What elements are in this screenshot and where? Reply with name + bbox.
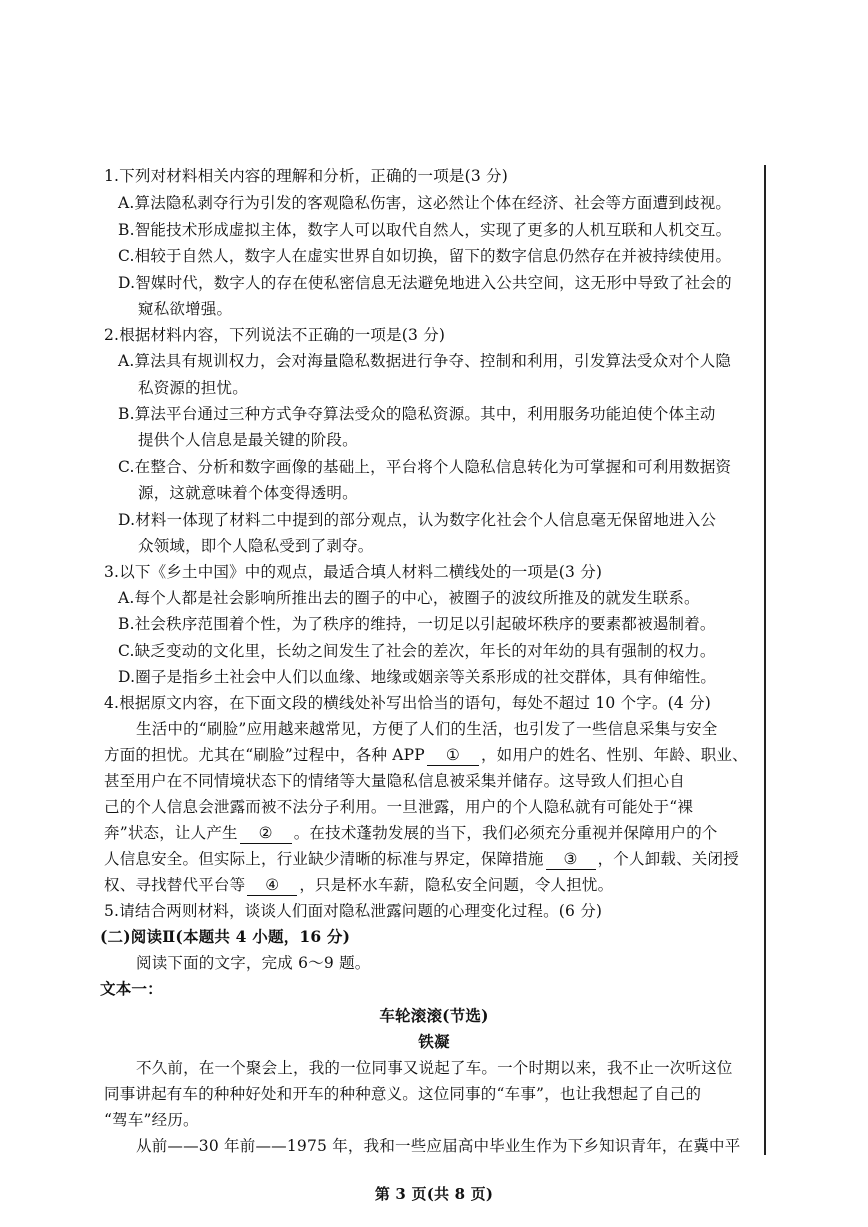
- question-1-option-c: C.相较于自然人，数字人在虚实世界自如切换，留下的数字信息仍然存在并被持续使用。: [118, 247, 732, 265]
- article-title: 车轮滚滚(节选): [379, 1006, 489, 1025]
- passage-text: ，只是杯水车薪，隐私安全问题，令人担忧。: [299, 876, 614, 894]
- question-3-stem: 3.以下《乡土中国》中的观点，最适合填人材料二横线处的一项是(3 分): [104, 563, 603, 581]
- question-2-option-a-cont: 私资源的担忧。: [138, 379, 248, 397]
- question-4-stem: 4.根据原文内容，在下面文段的横线处补写出恰当的语句，每处不超过 10 个字。(4 分): [104, 694, 712, 712]
- question-5-stem: 5.请结合两则材料，谈谈人们面对隐私泄露问题的心理变化过程。(6 分): [104, 902, 603, 920]
- question-2-option-c: C.在整合、分析和数字画像的基础上，平台将个人隐私信息转化为可掌握和可利用数据资: [118, 458, 732, 476]
- fill-blank-2[interactable]: ②: [240, 823, 292, 844]
- article-paragraph-1-line-2: 同事讲起有车的种种好处和开车的种种意义。这位同事的“车事”，也让我想起了自己的: [104, 1085, 702, 1103]
- passage-text: 方面的担忧。尤其在“刷脸”过程中，各种 APP: [104, 746, 425, 764]
- question-2-option-d-cont: 众领域，即个人隐私受到了剥夺。: [138, 537, 374, 555]
- question-4-passage-line-6: [104, 848, 739, 870]
- passage-text: 人信息安全。但实际上，行业缺少清晰的标准与界定，保障措施: [104, 850, 544, 868]
- passage-text: ，如用户的姓名、性别、年龄、职业、: [480, 746, 748, 764]
- question-1-option-d-cont: 窥私欲增强。: [138, 300, 233, 318]
- article-paragraph-1-line-1: 不久前，在一个聚会上，我的一位同事又说起了车。一个时期以来，我不止一次听这位: [136, 1059, 733, 1077]
- page-number: 第 3 页(共 8 页): [374, 1185, 494, 1203]
- question-4-passage-line-4: 己的个人信息会泄露而被不法分子利用。一旦泄露，用户的个人隐私就有可能处于“裸: [104, 798, 694, 816]
- article-paragraph-2-line-1: 从前——30 年前——1975 年，我和一些应届高中毕业生作为下乡知识青年，在冀中平: [136, 1137, 741, 1155]
- question-1-option-a: A.算法隐私剥夺行为引发的客观隐私伤害，这必然让个体在经济、社会等方面遭到歧视。: [118, 194, 732, 212]
- question-3-option-d: D.圈子是指乡土社会中人们以血缘、地缘或姻亲等关系形成的社交群体，具有伸缩性。: [118, 668, 717, 686]
- section-2-heading: (二)阅读Ⅱ(本题共 4 小题，16 分): [100, 927, 351, 946]
- fill-blank-3[interactable]: ③: [546, 849, 596, 870]
- fill-blank-1[interactable]: ①: [427, 745, 479, 766]
- question-1-option-b: B.智能技术形成虚拟主体，数字人可以取代自然人，实现了更多的人机互联和人机交互。: [118, 221, 732, 239]
- question-4-passage-line-3: 甚至用户在不同情境状态下的情绪等大量隐私信息被采集并储存。这导致人们担心自: [104, 772, 685, 790]
- question-2-option-a: A.算法具有规训权力，会对海量隐私数据进行争夺、控制和利用，引发算法受众对个人隐: [118, 352, 732, 370]
- question-2-option-c-cont: 源，这就意味着个体变得透明。: [138, 484, 358, 502]
- question-2-option-b: B.算法平台通过三种方式争夺算法受众的隐私资源。其中，利用服务功能迫使个体主动: [118, 405, 716, 423]
- question-1-option-d: D.智媒时代，数字人的存在使私密信息无法避免地进入公共空间，这无形中导致了社会的: [118, 274, 732, 292]
- question-4-passage-line-5: [104, 822, 718, 844]
- text-one-label: 文本一：: [100, 979, 163, 998]
- question-2-option-b-cont: 提供个人信息是最关键的阶段。: [138, 431, 358, 449]
- question-2-option-d: D.材料一体现了材料二中提到的部分观点，认为数字化社会个人信息毫无保留地进入公: [118, 511, 717, 529]
- question-3-option-b: B.社会秩序范围着个性，为了秩序的维持，一切足以引起破坏秩序的要素都被遏制着。: [118, 615, 716, 633]
- question-2-stem: 2.根据材料内容，下列说法不正确的一项是(3 分): [104, 326, 446, 344]
- section-2-instruction: 阅读下面的文字，完成 6～9 题。: [136, 954, 371, 972]
- article-author: 铁凝: [418, 1032, 450, 1051]
- question-4-passage-line-7: [104, 874, 613, 896]
- passage-text: 奔”状态，让人产生: [104, 824, 238, 842]
- question-4-passage-line-2: [104, 744, 748, 766]
- passage-text: 。在技术蓬勃发展的当下，我们必须充分重视并保障用户的个: [293, 824, 718, 842]
- question-1-stem: 1.下列对材料相关内容的理解和分析，正确的一项是(3 分): [104, 167, 508, 185]
- article-paragraph-1-line-3: “驾车”经历。: [104, 1111, 199, 1129]
- question-4-passage-line-1: 生活中的“刷脸”应用越来越常见，方便了人们的生活，也引发了一些信息采集与安全: [136, 720, 718, 738]
- passage-text: 权、寻找替代平台等: [104, 876, 246, 894]
- question-3-option-a: A.每个人都是社会影响所推出去的圈子的中心，被圈子的波纹所推及的就发生联系。: [118, 589, 700, 607]
- passage-text: ，个人卸载、关闭授: [597, 850, 739, 868]
- question-3-option-c: C.缺乏变动的文化里，长幼之间发生了社会的差次，年长的对年幼的具有强制的权力。: [118, 642, 716, 660]
- fill-blank-4[interactable]: ④: [247, 875, 297, 896]
